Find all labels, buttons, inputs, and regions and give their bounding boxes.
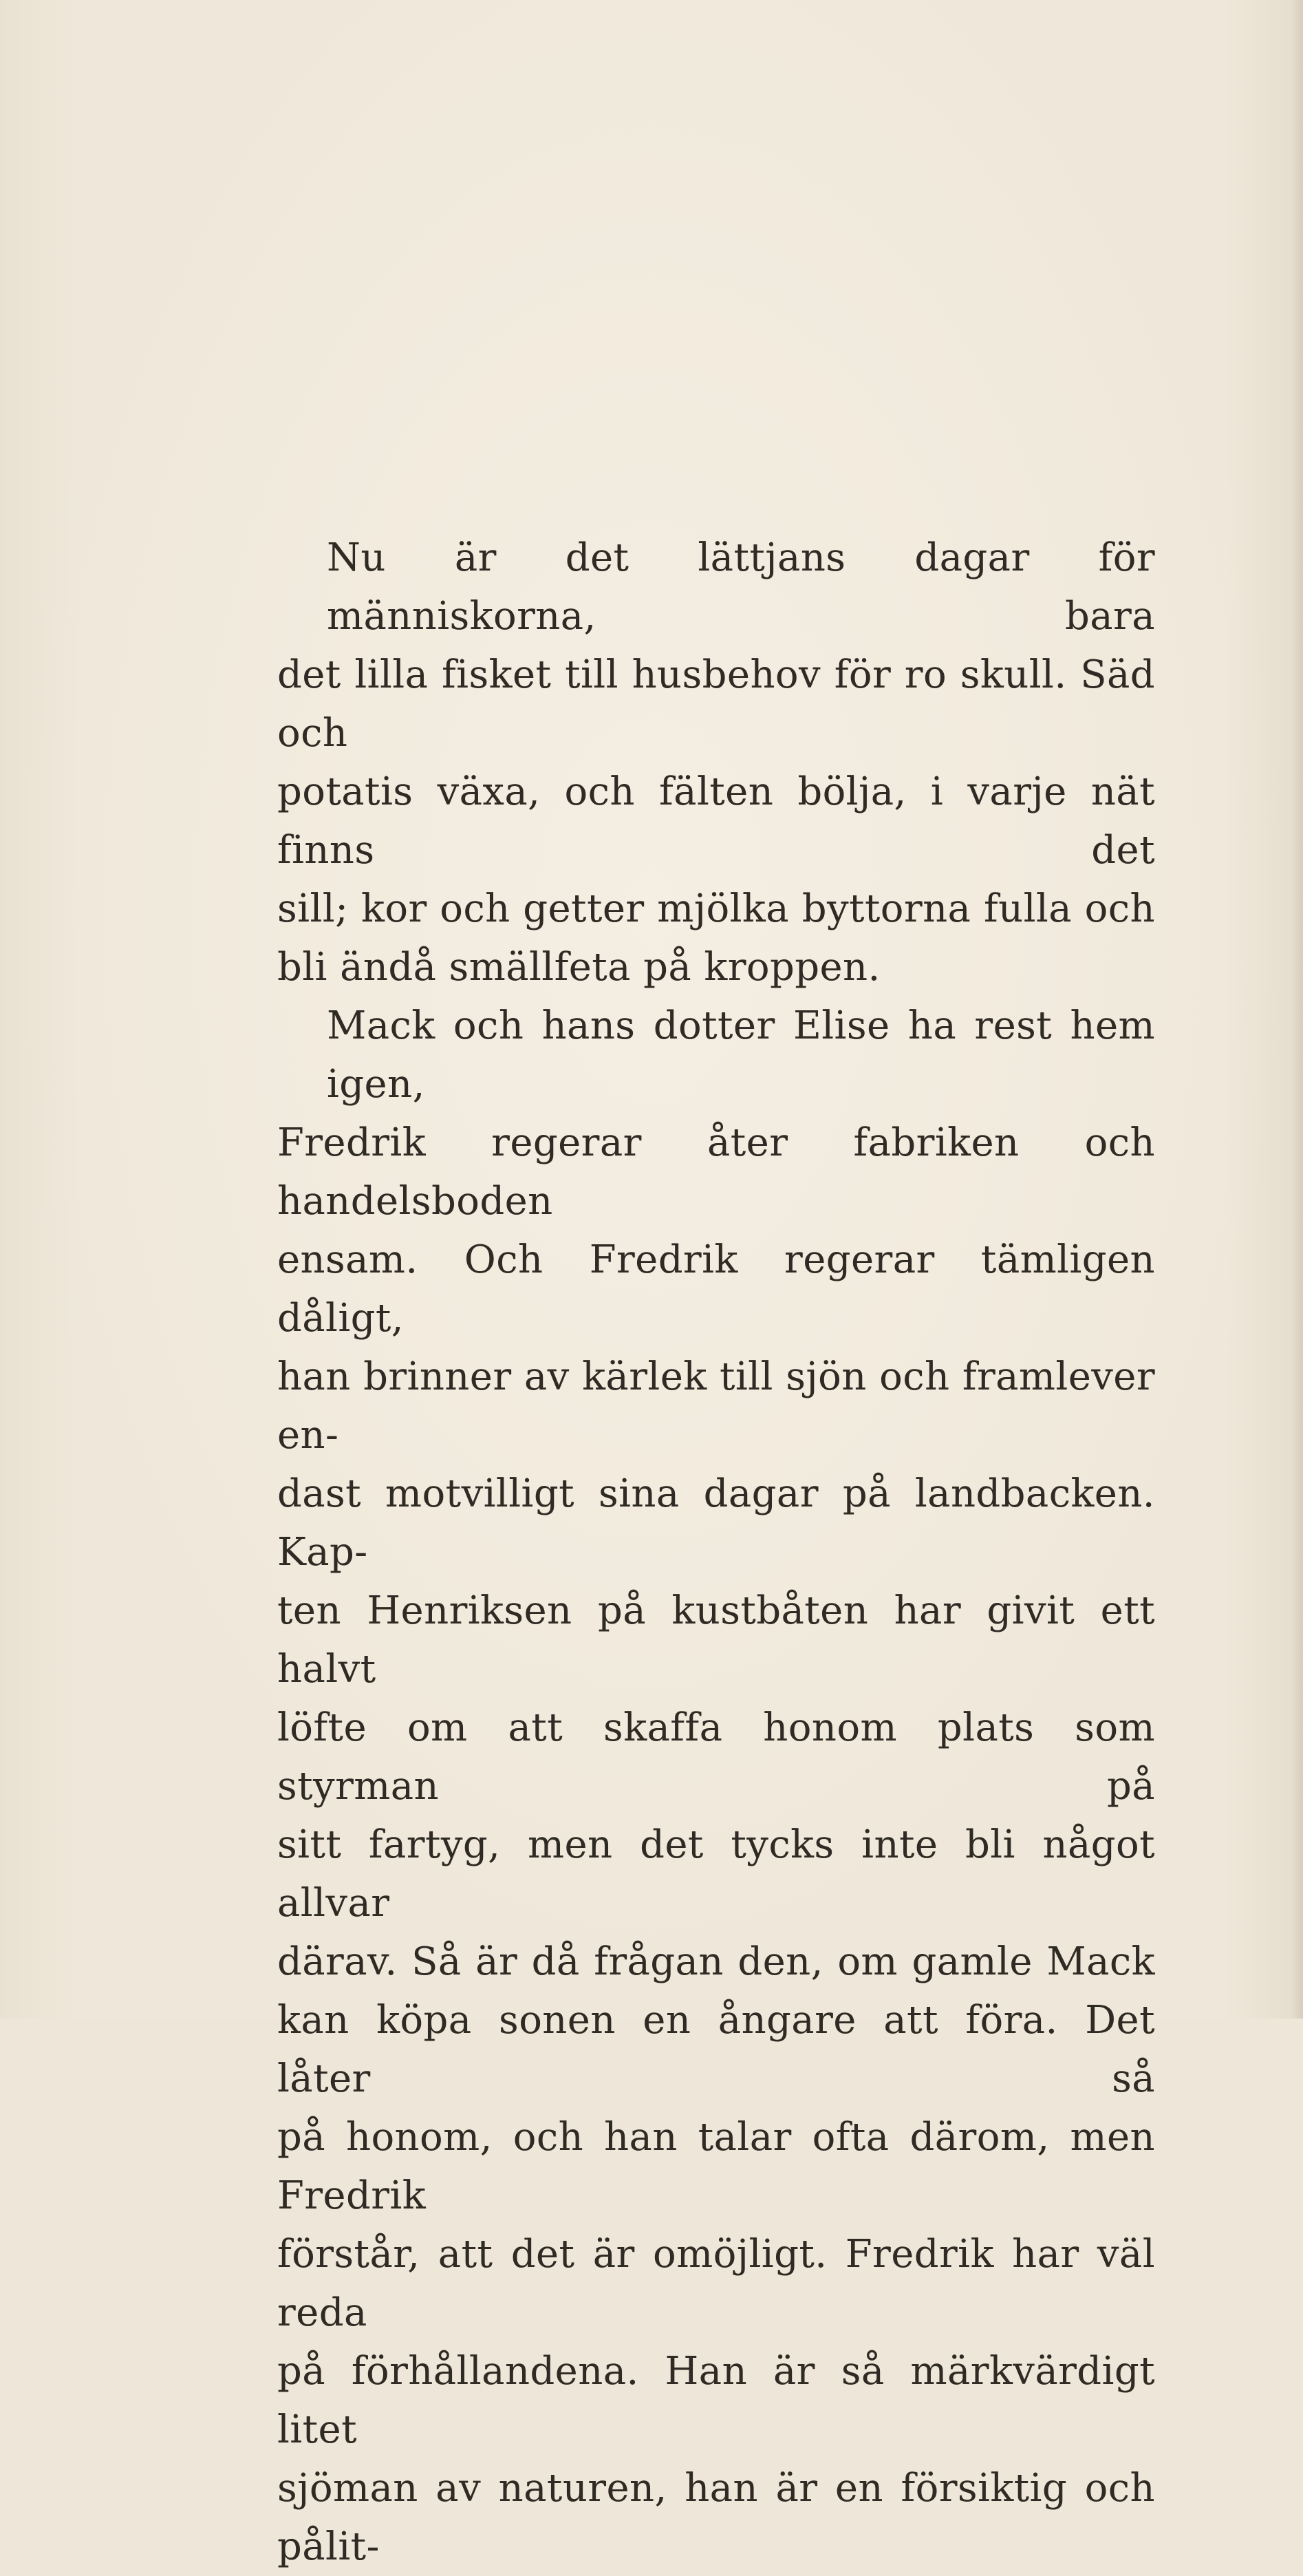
text-line: han brinner av kärlek till sjön och framlever en- xyxy=(277,1354,1155,1458)
text-line: därav. Så är då frågan den, om gamle Mack xyxy=(277,1939,1155,1984)
text-line: bli ändå smällfeta på kroppen. xyxy=(277,945,881,990)
text-line: Fredrik regerar åter fabriken och handelsboden xyxy=(277,1120,1155,1224)
paragraph xyxy=(277,529,1155,997)
page-edge-shadow xyxy=(1291,0,1303,2019)
text-line: sill; kor och getter mjölka byttorna fulla och xyxy=(277,886,1155,931)
text-line: sjöman av naturen, han är en försiktig och pålit- xyxy=(277,2466,1155,2569)
text-line: på förhållandena. Han är så märkvärdigt litet xyxy=(277,2349,1155,2452)
text-line: löfte om att skaffa honom plats som styrman på xyxy=(277,1705,1155,1809)
text-line: sitt fartyg, men det tycks inte bli något allvar xyxy=(277,1822,1155,1926)
text-line: dast motvilligt sina dagar på landbacken. Kap- xyxy=(277,1471,1155,1575)
text-line: Mack och hans dotter Elise ha rest hem igen, xyxy=(327,1003,1155,1107)
body-text xyxy=(277,529,1155,2576)
text-line: förstår, att det är omöjligt. Fredrik har väl reda xyxy=(277,2232,1155,2335)
text-line: det lilla fisket till husbehov för ro skull. Säd och xyxy=(277,652,1155,756)
paragraph xyxy=(277,997,1155,2576)
text-line: kan köpa sonen en ångare att föra. Det låter så xyxy=(277,1998,1155,2101)
text-line: Nu är det lättjans dagar för människorna, bara xyxy=(327,535,1155,639)
text-line: på honom, och han talar ofta därom, men Fredrik xyxy=(277,2115,1155,2218)
text-line: potatis växa, och fälten bölja, i varje nät finns det xyxy=(277,769,1155,873)
text-line: ensam. Och Fredrik regerar tämligen dåligt, xyxy=(277,1237,1155,1341)
text-line: ten Henriksen på kustbåten har givit ett halvt xyxy=(277,1588,1155,1692)
